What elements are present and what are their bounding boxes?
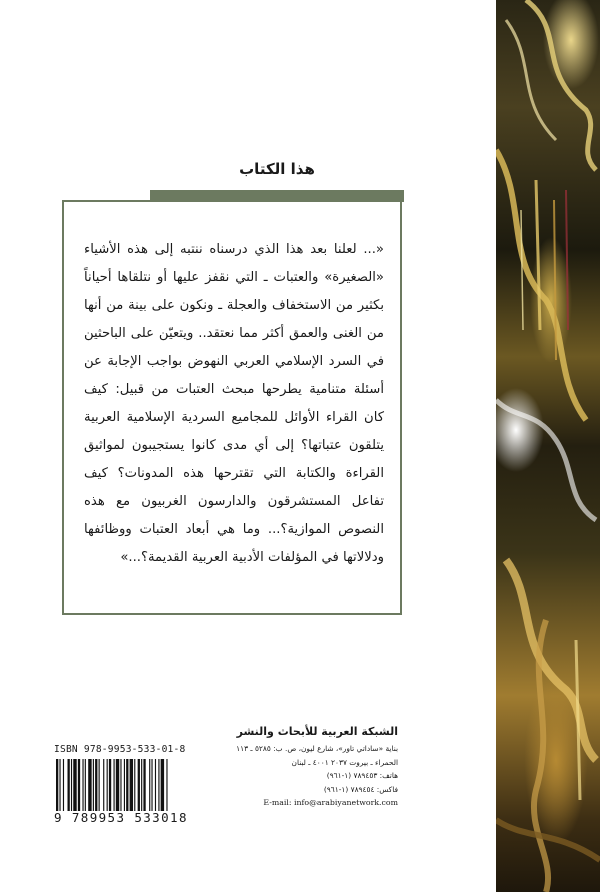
- publisher-address-line2: الحمراء ـ بيروت ٢٠٣٧ ٤٠٠١ ـ لبنان: [291, 757, 398, 767]
- publisher-fax: فاكس: ٧٨٩٤٥٤ (١-٩٦١): [323, 784, 398, 794]
- isbn-label: ISBN 978-9953-533-01-8: [54, 744, 186, 755]
- publisher-info: [234, 722, 398, 809]
- publisher-email: E-mail: info@arabiyanetwork.com: [263, 798, 398, 807]
- publisher-phone: هاتف: ٧٨٩٤٥٣ (١-٩٦١): [326, 771, 398, 780]
- barcode-icon: [54, 759, 218, 811]
- section-heading: هذا الكتاب: [239, 160, 315, 178]
- barcode-digits: 9 789953 533018: [54, 810, 188, 825]
- publisher-name: الشبكة العربية للأبحاث والنشر: [236, 725, 398, 738]
- front-cover-art-strip: [496, 0, 600, 892]
- publisher-address-line1: بناية «ساداتي تاور»، شارع ليون، ص. ب: ٥٢٨٥ ـ ١١٣: [236, 744, 398, 753]
- isbn-block: [54, 744, 224, 825]
- abstract-art: [496, 0, 600, 892]
- book-blurb: «... لعلنا بعد هذا الذي درسناه ننتبه إلى هذه الأشياء «الصغيرة» والعتبات ـ التي نقفز عليها أو نتلقاها أحياناً بكثير من الاستخفاف والعجلة ـ ونكون على بينة من أنها من الغنى والعمق أكثر مما نعتقد.. ويتعيّن على الباحثين في السرد الإسلامي العربي النهوض بواجب الإجابة عن أسئلة متنامية يطرحها مبحث العتبات من قبيل: كيف كان القراء الأوائل للمجاميع السردية الإسلامية العربية يتلقون عتباتها؟ إلى أي مدى كانوا يستجيبون لمواثيق القراءة والكتابة التي تقترحها هذه المدونات؟ كيف تفاعل المستشرقون والدارسون الغربيون مع هذه النصوص الموازية؟... وما هي أبعاد العتبات ووظائفها ودلالاتها في المؤلفات الأدبية العربية القديمة؟...»: [84, 242, 384, 565]
